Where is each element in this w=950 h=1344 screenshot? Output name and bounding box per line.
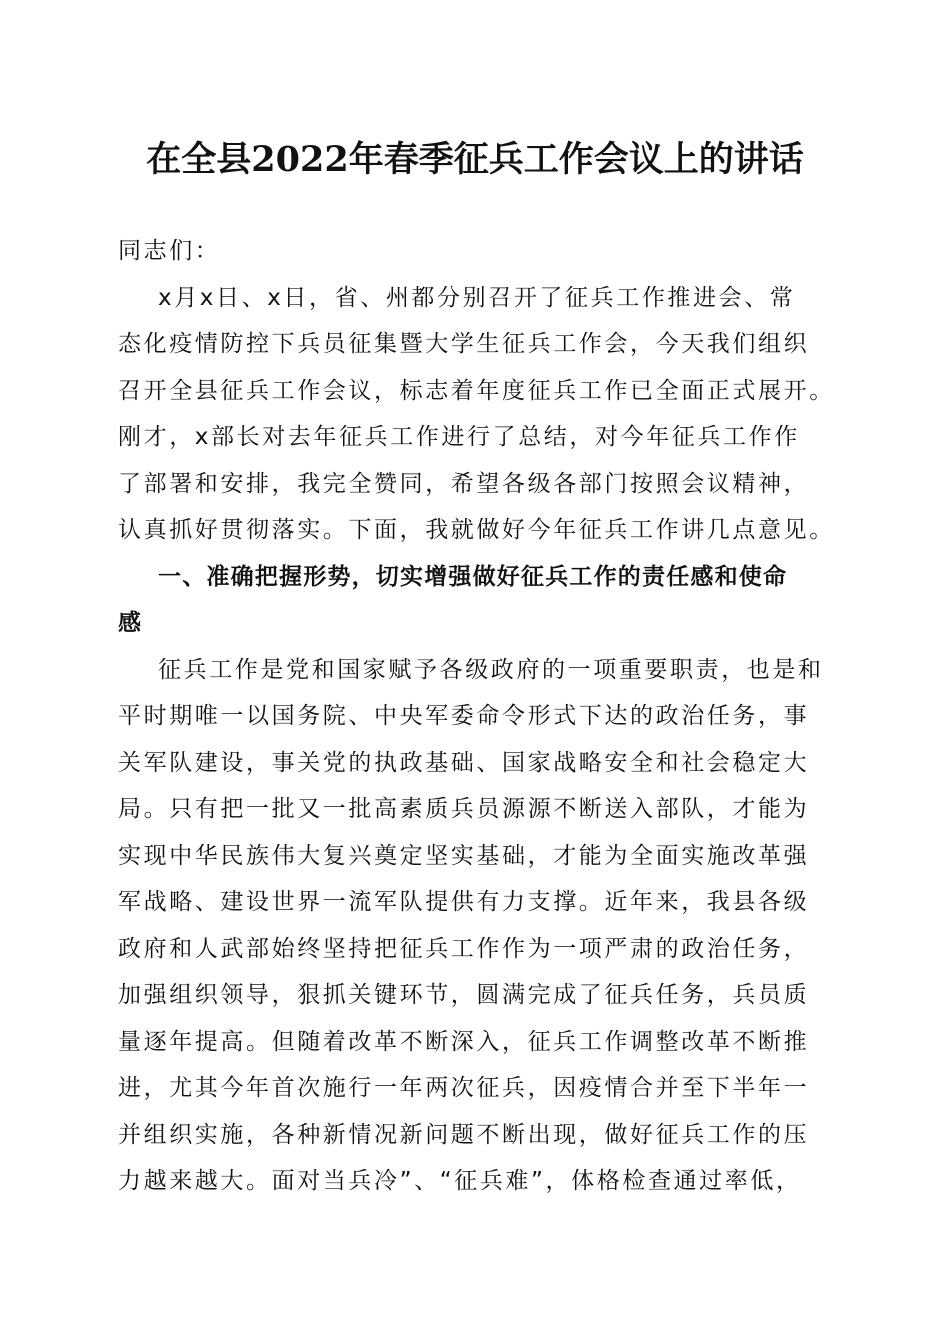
paragraph-line: 刚才，x部长对去年征兵工作进行了总结，对今年征兵工作作 xyxy=(118,424,800,450)
paragraph-line: 实现中华民族伟大复兴奠定坚实基础，才能为全面实施改革强 xyxy=(118,842,810,869)
paragraph-line: 态化疫情防控下兵员征集暨大学生征兵工作会，今天我们组织 xyxy=(118,331,810,357)
section-heading: 一、准确把握形势，切实增强做好征兵工作的责任感和使命 xyxy=(158,563,788,590)
section-heading: 感 xyxy=(118,610,143,636)
document-title: 在全县2022年春季征兵工作会议上的讲话 xyxy=(146,139,804,180)
paragraph-line: 并组织实施，各种新情况新问题不断出现，做好征兵工作的压 xyxy=(118,1121,810,1148)
paragraph-line: 军战略、建设世界一流军队提供有力支撑。近年来，我县各级 xyxy=(118,889,810,915)
paragraph-line: 量逐年提高。但随着改革不断深入，征兵工作调整改革不断推 xyxy=(118,1028,810,1055)
paragraph-line: 平时期唯一以国务院、中央军委命令形式下达的政治任务，事 xyxy=(118,703,810,729)
paragraph-line: 关军队建设，事关党的执政基础、国家战略安全和社会稳定大 xyxy=(118,749,810,776)
paragraph-line: x月x日、x日，省、州都分别召开了征兵工作推进会、常 xyxy=(158,284,796,311)
paragraph-line: 征兵工作是党和国家赋予各级政府的一项重要职责，也是和 xyxy=(158,656,824,683)
document-body xyxy=(118,228,838,1205)
paragraph-line: 认真抓好贯彻落实。下面，我就做好今年征兵工作讲几点意见。 xyxy=(118,517,835,543)
paragraph-line: 政府和人武部始终坚持把征兵工作作为一项严肃的政治任务， xyxy=(118,935,810,962)
paragraph-line: 力越来越大。面对当兵冷”、“征兵难”，体格检查通过率低， xyxy=(118,1168,802,1194)
paragraph-line: 召开全县征兵工作会议，标志着年度征兵工作已全面正式展开。 xyxy=(118,377,835,404)
paragraph-line: 局。只有把一批又一批高素质兵员源源不断送入部队，才能为 xyxy=(118,796,810,822)
paragraph-line: 了部署和安排，我完全赞同，希望各级各部门按照会议精神， xyxy=(118,470,810,497)
paragraph-line: 加强组织领导，狠抓关键环节，圆满完成了征兵任务，兵员质 xyxy=(118,982,810,1008)
paragraph-line: 进，尤其今年首次施行一年两次征兵，因疫情合并至下半年一 xyxy=(118,1075,810,1101)
salutation: 同志们： xyxy=(118,238,221,264)
